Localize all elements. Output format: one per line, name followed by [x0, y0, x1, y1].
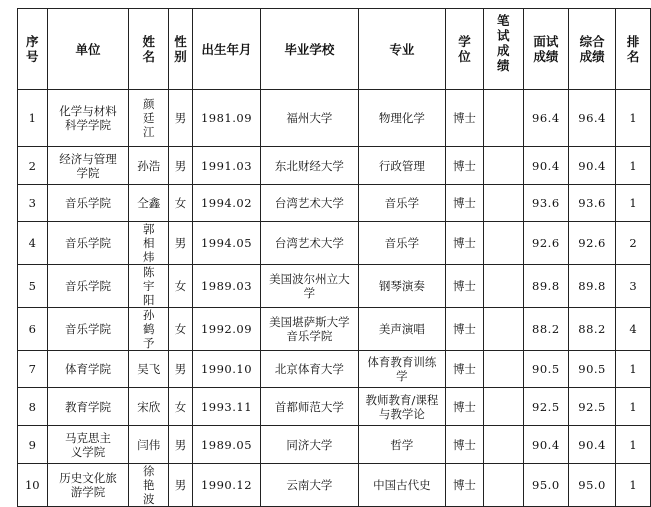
cell-school: 美国堪萨斯大学音乐学院	[261, 308, 359, 351]
cell-school: 台湾艺术大学	[261, 222, 359, 265]
cell-name: 徐艳波	[129, 464, 169, 507]
header-row	[18, 9, 651, 90]
cell-interview-score: 90.4	[523, 426, 568, 464]
cell-name: 郭相炜	[129, 222, 169, 265]
cell-interview-score: 92.6	[523, 222, 568, 265]
cell-birth: 1989.05	[192, 426, 260, 464]
header-gender: 性别	[169, 9, 193, 90]
cell-birth: 1981.09	[192, 90, 260, 147]
cell-rank: 1	[616, 351, 651, 388]
cell-gender: 男	[169, 426, 193, 464]
cell-total-score: 88.2	[568, 308, 615, 351]
header-name: 姓名	[129, 9, 169, 90]
cell-written-score	[483, 426, 523, 464]
cell-unit: 体育学院	[47, 351, 129, 388]
cell-school: 北京体育大学	[261, 351, 359, 388]
cell-interview-score: 95.0	[523, 464, 568, 507]
cell-birth: 1990.12	[192, 464, 260, 507]
header-serial: 序号	[18, 9, 48, 90]
cell-degree: 博士	[446, 265, 484, 308]
header-total-score: 综合成绩	[568, 9, 615, 90]
header-degree: 学位	[446, 9, 484, 90]
cell-unit: 音乐学院	[47, 265, 129, 308]
cell-total-score: 96.4	[568, 90, 615, 147]
cell-gender: 女	[169, 388, 193, 426]
cell-major: 中国古代史	[358, 464, 445, 507]
cell-unit: 化学与材料科学学院	[47, 90, 129, 147]
cell-birth: 1993.11	[192, 388, 260, 426]
cell-unit: 音乐学院	[47, 308, 129, 351]
table-row	[18, 388, 651, 426]
cell-interview-score: 93.6	[523, 185, 568, 222]
table-row	[18, 426, 651, 464]
cell-unit: 教育学院	[47, 388, 129, 426]
header-major: 专业	[358, 9, 445, 90]
cell-name: 颜廷江	[129, 90, 169, 147]
cell-total-score: 93.6	[568, 185, 615, 222]
cell-school: 东北财经大学	[261, 147, 359, 185]
cell-major: 物理化学	[358, 90, 445, 147]
cell-gender: 男	[169, 351, 193, 388]
cell-gender: 女	[169, 185, 193, 222]
cell-birth: 1989.03	[192, 265, 260, 308]
cell-school: 云南大学	[261, 464, 359, 507]
results-table-container	[17, 8, 651, 507]
cell-total-score: 90.4	[568, 147, 615, 185]
header-school: 毕业学校	[261, 9, 359, 90]
cell-name: 孙浩	[129, 147, 169, 185]
cell-written-score	[483, 90, 523, 147]
cell-birth: 1991.03	[192, 147, 260, 185]
cell-gender: 男	[169, 222, 193, 265]
cell-interview-score: 88.2	[523, 308, 568, 351]
table-row	[18, 90, 651, 147]
cell-written-score	[483, 388, 523, 426]
cell-interview-score: 96.4	[523, 90, 568, 147]
cell-written-score	[483, 185, 523, 222]
cell-major: 行政管理	[358, 147, 445, 185]
cell-degree: 博士	[446, 222, 484, 265]
cell-birth: 1990.10	[192, 351, 260, 388]
cell-major: 体育教育训练学	[358, 351, 445, 388]
cell-gender: 男	[169, 147, 193, 185]
cell-written-score	[483, 147, 523, 185]
cell-name: 吴飞	[129, 351, 169, 388]
cell-major: 美声演唱	[358, 308, 445, 351]
cell-rank: 1	[616, 147, 651, 185]
cell-name: 宋欣	[129, 388, 169, 426]
cell-rank: 2	[616, 222, 651, 265]
cell-serial: 6	[18, 308, 48, 351]
cell-unit: 经济与管理学院	[47, 147, 129, 185]
cell-school: 福州大学	[261, 90, 359, 147]
cell-major: 音乐学	[358, 222, 445, 265]
cell-gender: 女	[169, 265, 193, 308]
cell-gender: 男	[169, 90, 193, 147]
cell-serial: 3	[18, 185, 48, 222]
cell-name: 闫伟	[129, 426, 169, 464]
cell-serial: 9	[18, 426, 48, 464]
cell-rank: 3	[616, 265, 651, 308]
cell-interview-score: 90.5	[523, 351, 568, 388]
header-interview-score: 面试成绩	[523, 9, 568, 90]
table-row	[18, 308, 651, 351]
cell-unit: 音乐学院	[47, 185, 129, 222]
cell-total-score: 95.0	[568, 464, 615, 507]
cell-name: 孙鹤予	[129, 308, 169, 351]
cell-serial: 10	[18, 464, 48, 507]
cell-school: 首都师范大学	[261, 388, 359, 426]
cell-gender: 男	[169, 464, 193, 507]
cell-major: 教师教育/课程与教学论	[358, 388, 445, 426]
header-written-score: 笔试成绩	[483, 9, 523, 90]
cell-school: 台湾艺术大学	[261, 185, 359, 222]
cell-degree: 博士	[446, 185, 484, 222]
cell-written-score	[483, 222, 523, 265]
cell-serial: 5	[18, 265, 48, 308]
cell-degree: 博士	[446, 308, 484, 351]
cell-serial: 4	[18, 222, 48, 265]
cell-total-score: 90.4	[568, 426, 615, 464]
table-row	[18, 351, 651, 388]
cell-name: 陈宇阳	[129, 265, 169, 308]
cell-degree: 博士	[446, 426, 484, 464]
cell-major: 哲学	[358, 426, 445, 464]
cell-rank: 1	[616, 90, 651, 147]
cell-total-score: 90.5	[568, 351, 615, 388]
cell-major: 音乐学	[358, 185, 445, 222]
table-row	[18, 147, 651, 185]
cell-rank: 1	[616, 388, 651, 426]
cell-total-score: 89.8	[568, 265, 615, 308]
cell-serial: 7	[18, 351, 48, 388]
cell-gender: 女	[169, 308, 193, 351]
cell-major: 钢琴演奏	[358, 265, 445, 308]
cell-unit: 历史文化旅游学院	[47, 464, 129, 507]
cell-degree: 博士	[446, 147, 484, 185]
cell-degree: 博士	[446, 388, 484, 426]
cell-written-score	[483, 308, 523, 351]
cell-serial: 1	[18, 90, 48, 147]
table-row	[18, 265, 651, 308]
table-row	[18, 185, 651, 222]
header-unit: 单位	[47, 9, 129, 90]
cell-serial: 8	[18, 388, 48, 426]
cell-written-score	[483, 265, 523, 308]
cell-total-score: 92.6	[568, 222, 615, 265]
header-rank: 排名	[616, 9, 651, 90]
table-row	[18, 222, 651, 265]
cell-total-score: 92.5	[568, 388, 615, 426]
cell-written-score	[483, 464, 523, 507]
cell-rank: 4	[616, 308, 651, 351]
cell-school: 美国波尔州立大学	[261, 265, 359, 308]
cell-degree: 博士	[446, 464, 484, 507]
cell-name: 仝鑫	[129, 185, 169, 222]
cell-degree: 博士	[446, 351, 484, 388]
cell-unit: 音乐学院	[47, 222, 129, 265]
cell-rank: 1	[616, 185, 651, 222]
cell-rank: 1	[616, 464, 651, 507]
cell-interview-score: 90.4	[523, 147, 568, 185]
cell-birth: 1994.02	[192, 185, 260, 222]
cell-rank: 1	[616, 426, 651, 464]
header-birth: 出生年月	[192, 9, 260, 90]
cell-birth: 1992.09	[192, 308, 260, 351]
cell-degree: 博士	[446, 90, 484, 147]
cell-unit: 马克思主义学院	[47, 426, 129, 464]
cell-interview-score: 89.8	[523, 265, 568, 308]
cell-serial: 2	[18, 147, 48, 185]
cell-written-score	[483, 351, 523, 388]
table-row	[18, 464, 651, 507]
cell-school: 同济大学	[261, 426, 359, 464]
cell-birth: 1994.05	[192, 222, 260, 265]
cell-interview-score: 92.5	[523, 388, 568, 426]
results-table	[17, 8, 651, 507]
